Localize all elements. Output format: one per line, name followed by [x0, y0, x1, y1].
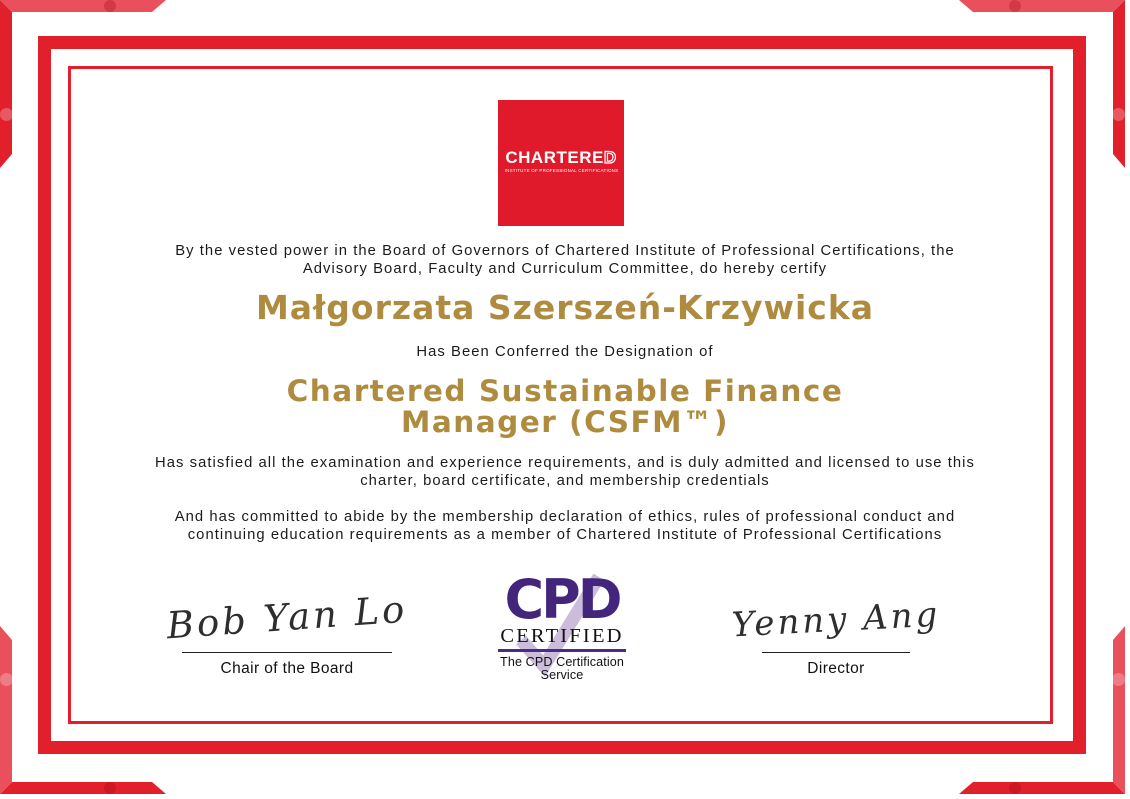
dot-decoration [1112, 673, 1125, 686]
dot-decoration [1009, 0, 1021, 12]
dot-decoration [1009, 782, 1021, 794]
corner-bar [959, 0, 1125, 12]
director-title: Director [807, 660, 865, 677]
cpd-underline [498, 649, 626, 652]
corner-bar [1113, 0, 1125, 168]
cpd-service-line-2: Service [540, 667, 584, 682]
intro-text: By the vested power in the Board of Governors of Chartered Institute of Professional Certifications, the Advisory Board, Faculty and Curriculum Committee, do hereby certify [175, 243, 955, 277]
chartered-institute-logo [498, 100, 624, 226]
signature-line [182, 652, 392, 653]
dot-decoration [0, 108, 13, 121]
cpd-certified-text: CERTIFIED [500, 625, 624, 647]
logo-wordmark: CHARTERED [505, 148, 617, 167]
director-signature: Yenny Ang [730, 594, 942, 646]
designation-title [0, 376, 1130, 437]
cpd-service-line-1: The CPD Certification [500, 654, 624, 669]
corner-bar [0, 782, 166, 794]
dot-decoration [1112, 108, 1125, 121]
designation-line-1: Chartered Sustainable Finance [286, 374, 844, 408]
corner-bar [0, 626, 12, 794]
corner-bar [1113, 626, 1125, 794]
cpd-acronym: CPD [504, 568, 620, 631]
dot-decoration [104, 0, 116, 12]
logo-subtitle: INSTITUTE OF PROFESSIONAL CERTIFICATIONS [504, 168, 618, 174]
chair-signature-block [150, 587, 424, 678]
director-signature-block [699, 594, 973, 678]
dot-decoration [104, 782, 116, 794]
cpd-certified-logo [497, 568, 627, 682]
corner-bar [0, 0, 12, 168]
chair-title: Chair of the Board [220, 660, 354, 677]
recipient-name: Małgorzata Szerszeń-Krzywicka [255, 288, 875, 327]
chair-signature: Bob Yan Lo [165, 587, 409, 648]
designation-line-2: Manager (CSFM™) [400, 404, 730, 439]
conferred-text: Has Been Conferred the Designation of [416, 344, 714, 360]
requirements-text: Has satisfied all the examination and experience requirements, and is duly admitted and licensed to use this charter, board certificate, and membership credentials [155, 455, 975, 489]
commitment-text: And has committed to abide by the membership declaration of ethics, rules of professional conduct and continuing education requirements as a member of Chartered Institute of Professional Certifications [174, 509, 956, 543]
corner-bar [0, 0, 166, 12]
dot-decoration [0, 673, 13, 686]
corner-bar [959, 782, 1125, 794]
signature-line [762, 652, 910, 653]
